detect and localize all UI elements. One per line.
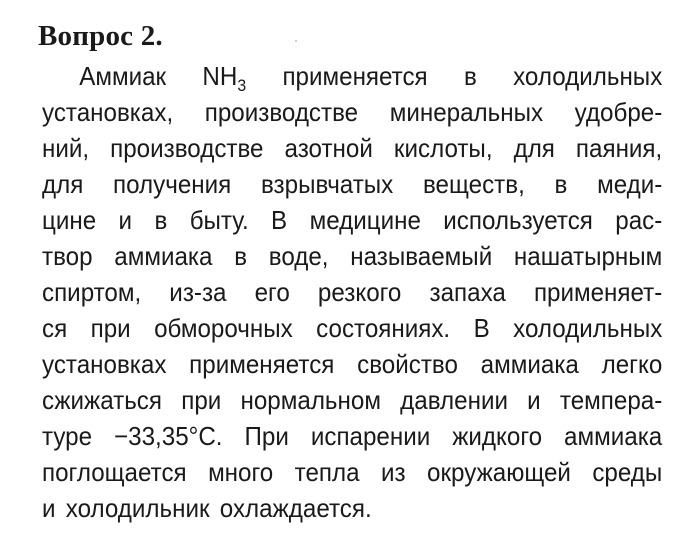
- word: тепла: [294, 457, 360, 487]
- word: меди-: [597, 169, 663, 199]
- word: нашатырным: [513, 241, 663, 271]
- paragraph-line: [42, 310, 662, 346]
- word: медицине: [309, 205, 421, 235]
- word: состояниях.: [316, 313, 451, 343]
- formula-subscript: 3: [237, 76, 247, 95]
- chemical-formula: [202, 58, 246, 94]
- word: и: [118, 205, 133, 235]
- word: из: [380, 457, 406, 487]
- print-speck: [295, 40, 297, 42]
- paragraph-line: [42, 490, 662, 526]
- word: для: [42, 169, 84, 199]
- word: производстве: [110, 133, 264, 163]
- word: воде,: [268, 241, 329, 271]
- word: ся: [42, 313, 68, 343]
- word: для: [513, 133, 555, 163]
- word: применяет-: [533, 277, 663, 307]
- word: из-за: [169, 277, 227, 307]
- word: среды: [592, 457, 663, 487]
- word: минеральных: [389, 97, 544, 127]
- formula-symbol: NH: [202, 61, 238, 91]
- word: холодильных: [513, 313, 663, 343]
- word: ний,: [42, 133, 90, 163]
- paragraph-line: [42, 202, 662, 238]
- word: и: [42, 493, 56, 523]
- word: быту.: [189, 205, 249, 235]
- word: взрывчатых: [260, 169, 394, 199]
- word: кислоты,: [393, 133, 493, 163]
- paragraph-line: [42, 130, 662, 166]
- word: свойство: [357, 349, 458, 379]
- word: производстве: [204, 97, 359, 127]
- word: при: [90, 313, 131, 343]
- word: испарении: [310, 421, 431, 451]
- temperature-value: −33,35°С.: [114, 421, 223, 451]
- paragraph-line: [42, 454, 662, 490]
- word: легко: [601, 349, 663, 379]
- paragraph-line: [42, 382, 662, 418]
- word: много: [208, 457, 274, 487]
- answer-paragraph: [42, 58, 662, 526]
- word: В: [271, 205, 288, 235]
- paragraph-line: [42, 346, 662, 382]
- word: аммиака: [114, 241, 213, 271]
- word: При: [244, 421, 289, 451]
- word: применяется: [189, 349, 335, 379]
- word: обморочных: [154, 313, 293, 343]
- word: в: [234, 241, 248, 271]
- word: веществ,: [422, 169, 525, 199]
- word: резкого: [317, 277, 402, 307]
- paragraph-line: [42, 418, 662, 454]
- word: в: [554, 169, 568, 199]
- word: паяния,: [575, 133, 663, 163]
- word: твор: [42, 241, 93, 271]
- word: в: [463, 61, 477, 91]
- word: установках: [42, 349, 167, 379]
- word: жидкого: [452, 421, 543, 451]
- word: запаха: [429, 277, 506, 307]
- word: В: [473, 313, 490, 343]
- word: холодильник: [65, 493, 210, 523]
- paragraph-line: [42, 274, 662, 310]
- paragraph-line: [42, 58, 662, 94]
- paragraph-line: [42, 238, 662, 274]
- paragraph-line: [42, 94, 662, 130]
- word: туре: [42, 421, 93, 451]
- word: Аммиак: [79, 61, 167, 91]
- word: установках,: [42, 97, 174, 127]
- word: нормальном: [240, 385, 381, 415]
- word: сжижаться: [42, 385, 162, 415]
- word: спиртом,: [42, 277, 142, 307]
- question-heading: Вопрос 2.: [38, 20, 163, 52]
- word: холодильных: [513, 61, 663, 91]
- word: давлении: [400, 385, 508, 415]
- word: рас-: [615, 205, 663, 235]
- word: охлаждается.: [219, 493, 372, 523]
- word: окружающей: [427, 457, 571, 487]
- word: применяется: [282, 61, 428, 91]
- word: используется: [443, 205, 593, 235]
- word: поглощается: [42, 457, 187, 487]
- word: азотной: [284, 133, 373, 163]
- word: в: [154, 205, 168, 235]
- word: аммиака: [480, 349, 579, 379]
- word: цине: [42, 205, 97, 235]
- word: называемый: [350, 241, 493, 271]
- word: удобре-: [574, 97, 663, 127]
- word: и: [527, 385, 541, 415]
- word: при: [181, 385, 222, 415]
- word: получения: [113, 169, 232, 199]
- word: темпера-: [559, 385, 663, 415]
- paragraph-line: [42, 166, 662, 202]
- word: аммиака: [564, 421, 663, 451]
- word: его: [254, 277, 290, 307]
